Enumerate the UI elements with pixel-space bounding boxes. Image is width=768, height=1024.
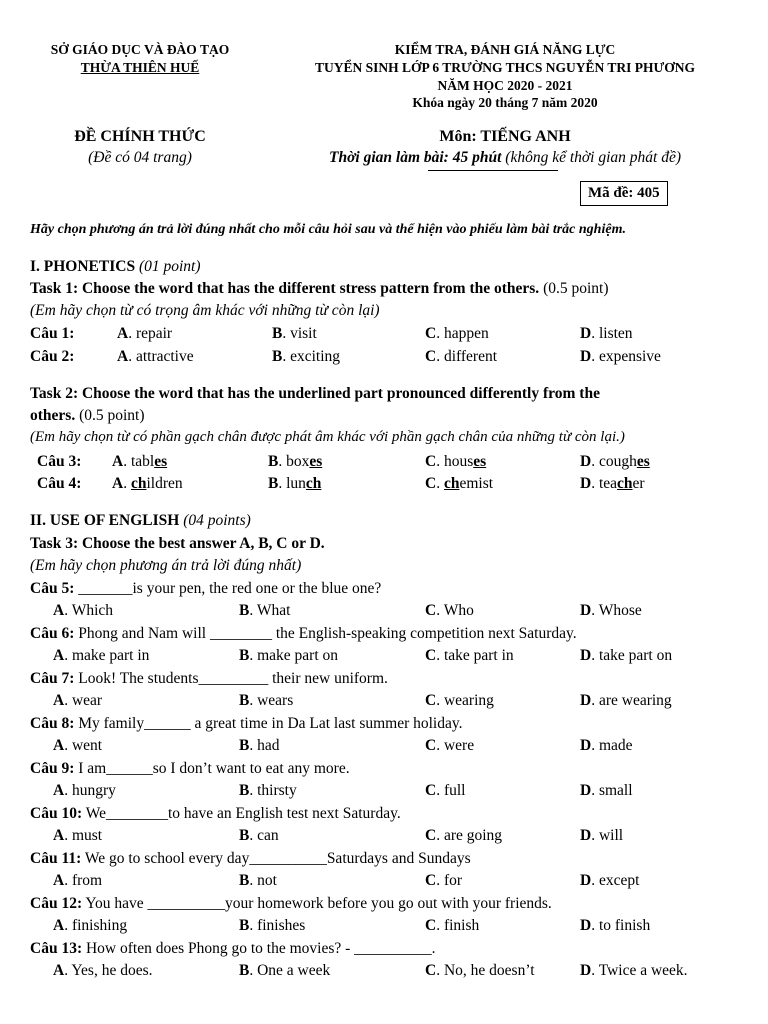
q1-option-c[interactable]: C. happen xyxy=(425,325,489,342)
q13-stem: Câu 13: How often does Phong go to the movies? - __________. xyxy=(30,940,436,957)
q5-option-b[interactable]: B. What xyxy=(239,602,291,619)
q4-label: Câu 4: xyxy=(37,475,82,492)
q10-option-b[interactable]: B. can xyxy=(239,827,279,844)
q9-option-d[interactable]: D. small xyxy=(580,782,633,799)
q3-option-c[interactable]: C. houses xyxy=(425,453,487,470)
task2-title-line1: Task 2: Choose the word that has the underlined part pronounced differently from the xyxy=(30,385,600,402)
department-name: SỞ GIÁO DỤC VÀ ĐÀO TẠO xyxy=(50,42,230,57)
q7-option-b[interactable]: B. wears xyxy=(239,692,294,709)
q9-option-a[interactable]: A. hungry xyxy=(53,782,116,799)
q9-stem: Câu 9: I am______so I don’t want to eat any more. xyxy=(30,760,350,777)
section-use-of-english-title: II. USE OF ENGLISH (04 points) xyxy=(30,512,251,529)
q11-option-b[interactable]: B. not xyxy=(239,872,277,889)
q12-option-d[interactable]: D. to finish xyxy=(580,917,651,934)
q13-option-d[interactable]: D. Twice a week. xyxy=(580,962,688,979)
page-count: (Đề có 04 trang) xyxy=(88,149,192,166)
q13-option-b[interactable]: B. One a week xyxy=(239,962,331,979)
task1-vn: (Em hãy chọn từ có trọng âm khác với những từ còn lại) xyxy=(30,302,380,319)
q1-option-b[interactable]: B. visit xyxy=(272,325,317,342)
q2-option-b[interactable]: B. exciting xyxy=(272,348,341,365)
q6-option-d[interactable]: D. take part on xyxy=(580,647,673,664)
q12-option-b[interactable]: B. finishes xyxy=(239,917,306,934)
q8-stem: Câu 8: My family______ a great time in Da Lat last summer holiday. xyxy=(30,715,463,732)
q3-option-b[interactable]: B. boxes xyxy=(268,453,323,470)
q7-option-c[interactable]: C. wearing xyxy=(425,692,494,709)
q8-option-b[interactable]: B. had xyxy=(239,737,280,754)
time-label: Thời gian làm bài: 45 phút (không kể thời gian phát đề) xyxy=(329,149,681,166)
q11-option-a[interactable]: A. from xyxy=(53,872,103,889)
q1-option-a[interactable]: A. repair xyxy=(117,325,173,342)
q3-option-d[interactable]: D. coughes xyxy=(580,453,650,470)
task3-vn: (Em hãy chọn phương án trả lời đúng nhất) xyxy=(30,557,302,574)
q11-option-c[interactable]: C. for xyxy=(425,872,463,889)
q11-option-d[interactable]: D. except xyxy=(580,872,640,889)
province-name: THỪA THIÊN HUẾ xyxy=(80,60,200,75)
q4-option-b[interactable]: B. lunch xyxy=(268,475,322,492)
q12-option-c[interactable]: C. finish xyxy=(425,917,480,934)
q6-stem: Câu 6: Phong and Nam will ________ the English-speaking competition next Saturday. xyxy=(30,625,577,642)
q4-option-d[interactable]: D. teacher xyxy=(580,475,645,492)
q5-stem: Câu 5: _______is your pen, the red one or the blue one? xyxy=(30,580,382,597)
q2-option-c[interactable]: C. different xyxy=(425,348,498,365)
q2-label: Câu 2: xyxy=(30,348,75,365)
q1-option-d[interactable]: D. listen xyxy=(580,325,633,342)
q6-option-a[interactable]: A. make part in xyxy=(53,647,150,664)
q4-option-c[interactable]: C. chemist xyxy=(425,475,494,492)
q3-label: Câu 3: xyxy=(37,453,82,470)
q9-option-b[interactable]: B. thirsty xyxy=(239,782,297,799)
q12-stem: Câu 12: You have __________your homework before you go out with your friends. xyxy=(30,895,552,912)
q6-option-b[interactable]: B. make part on xyxy=(239,647,339,664)
q5-option-d[interactable]: D. Whose xyxy=(580,602,642,619)
q4-option-a[interactable]: A. children xyxy=(112,475,183,492)
task2-title-line2: others. (0.5 point) xyxy=(30,407,145,424)
q10-option-a[interactable]: A. must xyxy=(53,827,103,844)
q9-option-c[interactable]: C. full xyxy=(425,782,466,799)
section-phonetics-title: I. PHONETICS (01 point) xyxy=(30,258,201,275)
q2-option-a[interactable]: A. attractive xyxy=(117,348,194,365)
subject-label: Môn: TIẾNG ANH xyxy=(439,128,571,145)
q8-option-d[interactable]: D. made xyxy=(580,737,633,754)
q3-option-a[interactable]: A. tables xyxy=(112,453,168,470)
exam-title: KIỂM TRA, ĐÁNH GIÁ NĂNG LỰC xyxy=(394,42,616,57)
instruction: Hãy chọn phương án trả lời đúng nhất cho mỗi câu hỏi sau và thể hiện vào phiếu làm bài trắc nghiệm. xyxy=(30,222,626,237)
q13-option-c[interactable]: C. No, he doesn’t xyxy=(425,962,535,979)
q8-option-a[interactable]: A. went xyxy=(53,737,103,754)
q12-option-a[interactable]: A. finishing xyxy=(53,917,128,934)
q10-option-c[interactable]: C. are going xyxy=(425,827,503,844)
q10-option-d[interactable]: D. will xyxy=(580,827,624,844)
q7-option-a[interactable]: A. wear xyxy=(53,692,103,709)
task2-vn: (Em hãy chọn từ có phần gạch chân được phát âm khác với phần gạch chân của những từ còn lại.) xyxy=(30,429,625,445)
q10-stem: Câu 10: We________to have an English test next Saturday. xyxy=(30,805,401,822)
time-underline xyxy=(428,170,558,171)
q13-option-a[interactable]: A. Yes, he does. xyxy=(53,962,153,979)
school-year: NĂM HỌC 2020 - 2021 xyxy=(437,78,573,93)
q5-option-c[interactable]: C. Who xyxy=(425,602,474,619)
q7-stem: Câu 7: Look! The students_________ their new uniform. xyxy=(30,670,388,687)
q5-option-a[interactable]: A. Which xyxy=(53,602,114,619)
q11-stem: Câu 11: We go to school every day__________Saturdays and Sundays xyxy=(30,850,471,867)
exam-code-box: Mã đề: 405 xyxy=(580,181,668,206)
task1-title: Task 1: Choose the word that has the different stress pattern from the others. (0.5 point) xyxy=(30,280,609,297)
official-label: ĐỀ CHÍNH THỨC xyxy=(74,128,206,145)
exam-subtitle: TUYỂN SINH LỚP 6 TRƯỜNG THCS NGUYỄN TRI PHƯƠNG xyxy=(314,60,696,75)
q1-label: Câu 1: xyxy=(30,325,75,342)
q6-option-c[interactable]: C. take part in xyxy=(425,647,514,664)
exam-date: Khóa ngày 20 tháng 7 năm 2020 xyxy=(412,95,598,110)
q2-option-d[interactable]: D. expensive xyxy=(580,348,661,365)
q7-option-d[interactable]: D. are wearing xyxy=(580,692,672,709)
task3-title: Task 3: Choose the best answer A, B, C or D. xyxy=(30,535,325,552)
q8-option-c[interactable]: C. were xyxy=(425,737,475,754)
